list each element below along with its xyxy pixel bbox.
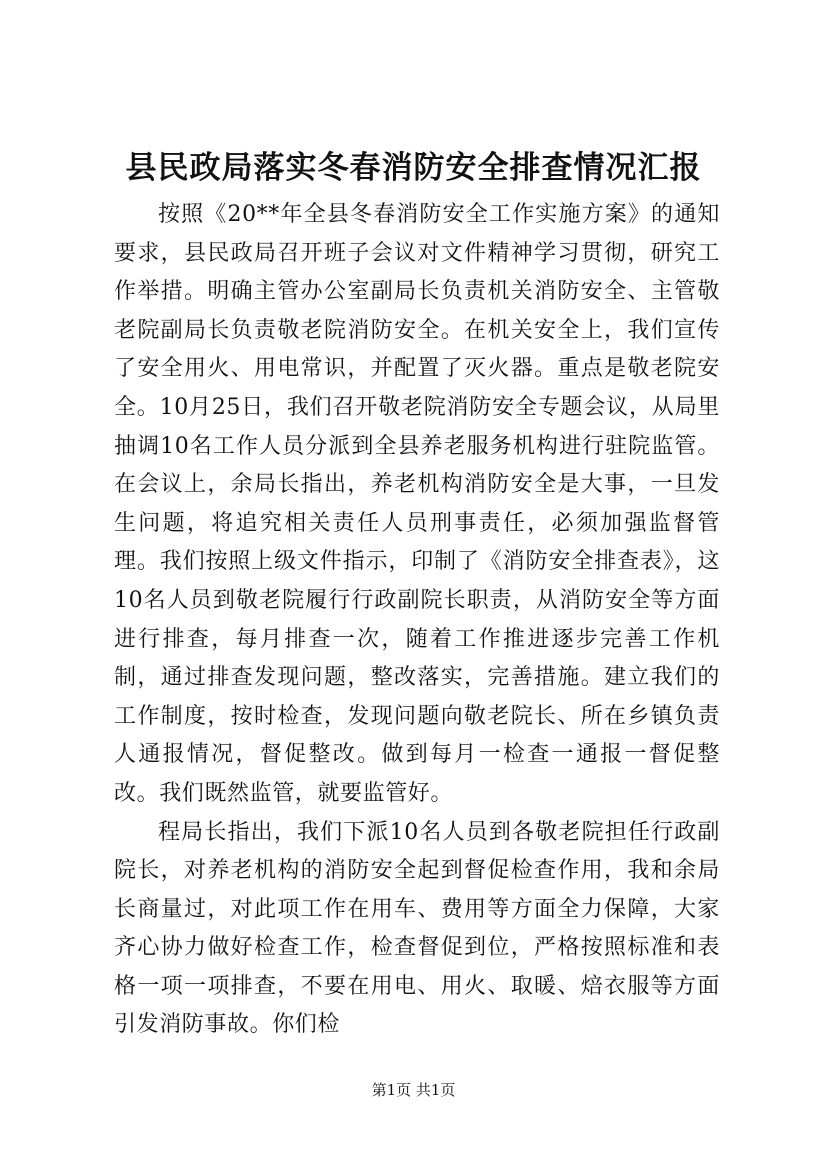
- paragraph-1: 按照《20**年全县冬春消防安全工作实施方案》的通知要求，县民政局召开班子会议对文件精神学习贯彻，研究工作举措。明确主管办公室副局长负责机关消防安全、主管敬老院副局长负责敬老院消防安全。在机关安全上，我们宣传了安全用火、用电常识，并配置了灭火器。重点是敬老院安全。10月25日，我们召开敬老院消防安全专题会议，从局里抽调10名工作人员分派到全县养老服务机构进行驻院监管。在会议上，余局长指出，养老机构消防安全是大事，一旦发生问题，将追究相关责任人员刑事责任，必须加强监督管理。我们按照上级文件指示，印制了《消防安全排查表》，这10名人员到敬老院履行行政副院长职责，从消防安全等方面进行排查，每月排查一次，随着工作推进逐步完善工作机制，通过排查发现问题，整改落实，完善措施。建立我们的工作制度，按时检查，发现问题向敬老院长、所在乡镇负责人通报情况，督促整改。做到每月一检查一通报一督促整改。我们既然监管，就要监管好。: [114, 202, 720, 806]
- document-body: [114, 196, 720, 1045]
- paragraph-2: 程局长指出，我们下派10名人员到各敬老院担任行政副院长，对养老机构的消防安全起到督促检查作用，我和余局长商量过，对此项工作在用车、费用等方面全力保障，大家齐心协力做好检查工作，检查督促到位，严格按照标准和表格一项一项排查，不要在用电、用火、取暖、焙衣服等方面引发消防事故。你们检: [114, 819, 720, 1038]
- page-footer: 第1页 共1页: [371, 1081, 456, 1099]
- document-title: 县民政局落实冬春消防安全排查情况汇报: [125, 150, 702, 186]
